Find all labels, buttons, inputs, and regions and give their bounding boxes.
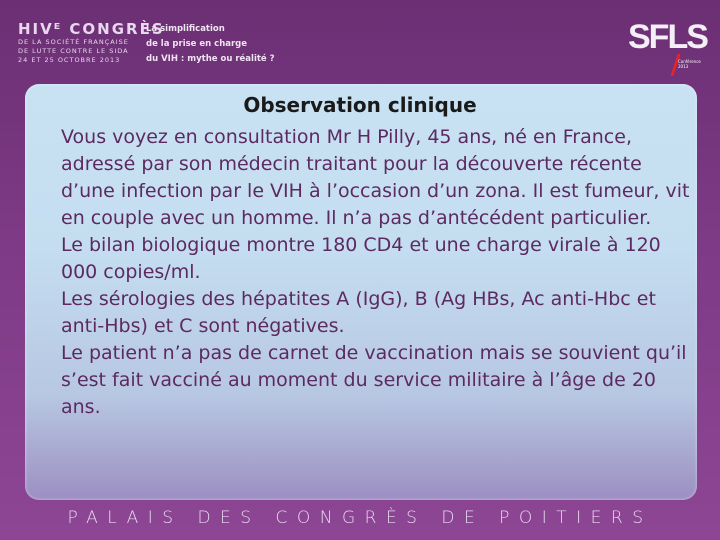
paragraph: Le bilan biologique montre 180 CD4 et une charge virale à 120 000 copies/ml. xyxy=(61,234,661,283)
tagline xyxy=(146,22,275,67)
slide-body xyxy=(61,124,701,421)
logo-text: SFLS xyxy=(628,18,707,56)
paragraph: Le patient n’a pas de carnet de vaccination mais se souvient qu’il s’est fait vacciné au moment du service militaire à l’âge de 20 ans. xyxy=(61,342,687,418)
congress-line: DE LUTTE CONTRE LE SIDA xyxy=(18,47,129,55)
logo-caption: Conférence 2013 xyxy=(678,59,701,69)
paragraph: Les sérologies des hépatites A (IgG), B (Ag HBs, Ac anti-Hbc et anti-Hbs) et C sont négatives. xyxy=(61,288,656,337)
paragraph: Vous voyez en consultation Mr H Pilly, 45 ans, né en France, adressé par son médecin traitant pour la découverte récente d’une infection par le VIH à l’occasion d’un zona. Il est fumeur, vit en couple avec un homme. Il n’a pas d’antécédent particulier. xyxy=(61,126,690,229)
congress-title: HIVᴱ CONGRÈS xyxy=(18,20,165,38)
tagline-line: du VIH : mythe ou réalité ? xyxy=(146,54,275,64)
tagline-line: de la prise en charge xyxy=(146,39,248,49)
tagline-line: La simplification xyxy=(146,24,225,34)
sfls-logo xyxy=(628,18,707,76)
congress-block xyxy=(18,20,165,65)
footer-venue: PALAIS DES CONGRÈS DE POITIERS xyxy=(67,508,653,528)
congress-date: 24 ET 25 OCTOBRE 2013 xyxy=(18,56,121,64)
congress-line: DE LA SOCIÉTÉ FRANÇAISE xyxy=(18,38,129,46)
slide-title: Observation clinique xyxy=(243,93,477,117)
slide-header xyxy=(0,0,720,82)
